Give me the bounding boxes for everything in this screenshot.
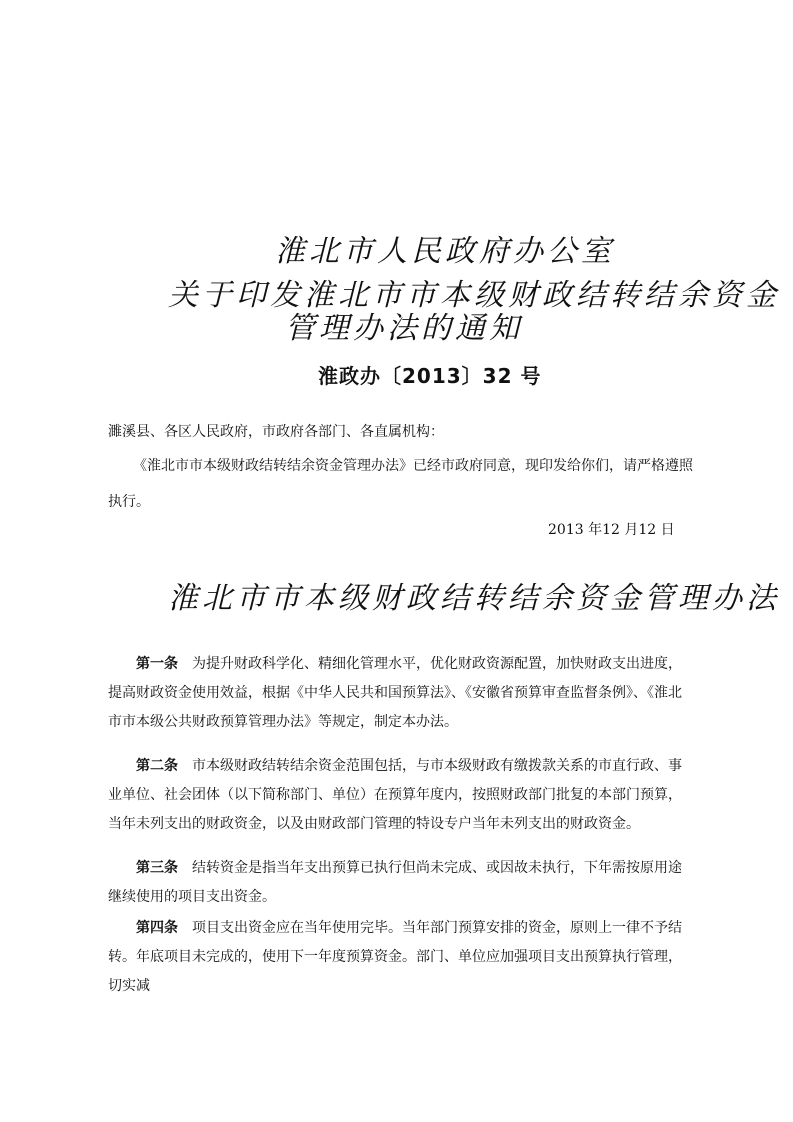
article-4-label: 第四条 [136,920,178,936]
article-2 [108,752,693,839]
notice-body-line-1: 《淮北市市本级财政结转结余资金管理办法》已经市政府同意，现印发给你们，请严格遵照 [133,458,693,474]
notice-title-line-1: 淮北市人民政府办公室 [275,234,615,269]
article-2-label: 第二条 [136,758,178,774]
issue-date: 2013 年12 月12 日 [548,522,675,538]
article-1 [108,650,693,737]
notice-body-line-2: 执行。 [108,494,150,510]
article-3-text: 结转资金是指当年支出预算已执行但尚未完成、或因故未执行，下年需按原用途继续使用的项目支出资金。 [108,860,682,905]
notice-title-line-3: 管理办法的通知 [285,311,523,346]
article-1-text: 为提升财政科学化、精细化管理水平，优化财政资源配置，加快财政支出进度，提高财政资金使用效益，根据《中华人民共和国预算法》、《安徽省预算审查监督条例》、《淮北市市本级公共财政预算管理办法》等规定，制定本办法。 [108,656,682,730]
notice-title-line-2: 关于印发淮北市市本级财政结转结余资金 [168,278,780,313]
article-3-label: 第三条 [136,860,178,876]
article-1-label: 第一条 [136,656,178,672]
regulation-title: 淮北市市本级财政结转结余资金管理办法 [168,581,780,616]
article-4 [108,914,693,1001]
document-number: 淮政办〔2013〕32 号 [318,364,542,388]
addressee-line: 濉溪县、各区人民政府，市政府各部门、各直属机构： [108,424,444,440]
article-2-text: 市本级财政结转结余资金范围包括，与市本级财政有缴拨款关系的市直行政、事业单位、社会团体（以下简称部门、单位）在预算年度内，按照财政部门批复的本部门预算，当年未列支出的财政资金，以及由财政部门管理的特设专户当年未列支出的财政资金。 [108,758,682,832]
article-3 [108,854,693,912]
article-4-text: 项目支出资金应在当年使用完毕。当年部门预算安排的资金，原则上一律不予结转。年底项目未完成的，使用下一年度预算资金。部门、单位应加强项目支出预算执行管理，切实减 [108,920,682,994]
